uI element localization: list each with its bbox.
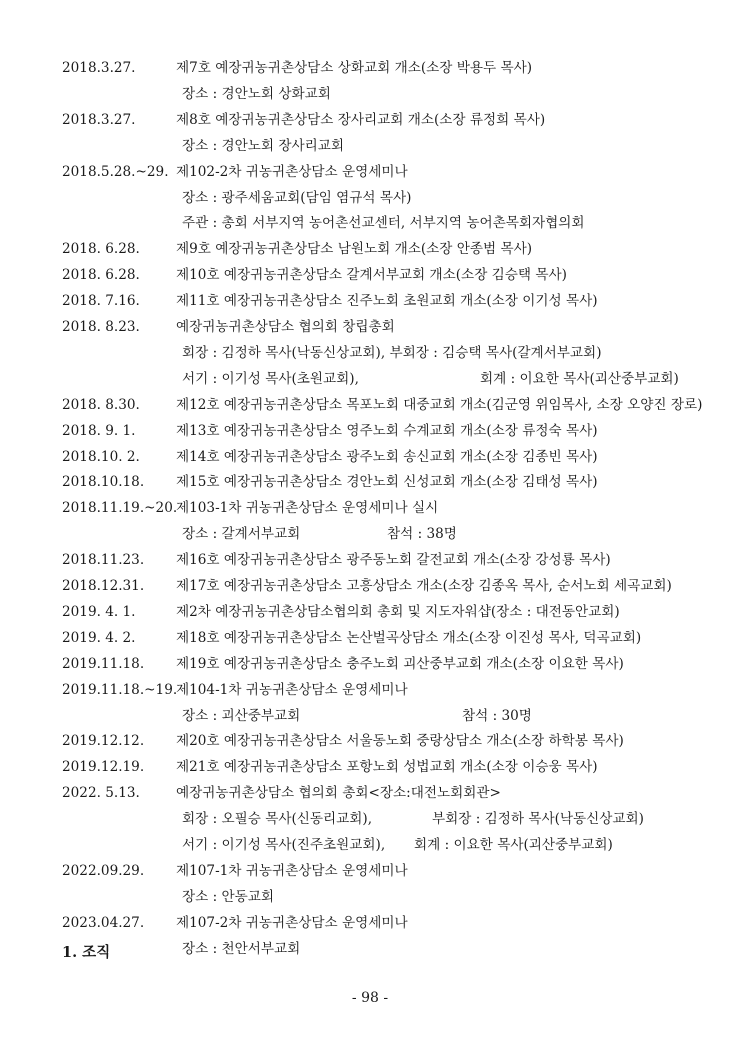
event-date: 2018.10. 2. — [62, 448, 140, 465]
event-entry — [62, 859, 722, 883]
event-date: 2023.04.27. — [62, 914, 145, 931]
section-heading: 1. 조직 — [62, 944, 111, 961]
event-description: 제10호 예장귀농귀촌상담소 갈계서부교회 개소(소장 김승택 목사) — [176, 267, 567, 284]
event-description: 제103-1차 귀농귀촌상담소 운영세미나 실시 — [176, 500, 439, 517]
event-entry — [62, 729, 722, 753]
event-description: 예장귀농귀촌상담소 협의회 총회<장소:대전노회회관> — [176, 785, 501, 802]
event-description: 제104-1차 귀농귀촌상담소 운영세미나 — [176, 681, 408, 698]
event-detail-right: 회계 : 이요한 목사(괴산중부교회) — [414, 837, 613, 853]
event-date: 2018.5.28.~29. — [62, 163, 169, 180]
event-description: 제9호 예장귀농귀촌상담소 남원노회 개소(소장 안종범 목사) — [176, 241, 533, 258]
event-description: 제12호 예장귀농귀촌상담소 목포노회 대중교회 개소(김군영 위임목사, 소장 오양진 장로) — [176, 396, 703, 413]
event-detail — [62, 211, 722, 235]
event-date: 2018. 7.16. — [62, 293, 140, 310]
event-detail-text: 장소 : 경안노회 장사리교회 — [182, 137, 344, 154]
event-entry — [62, 289, 722, 313]
event-detail — [62, 134, 722, 158]
event-entry — [62, 237, 722, 261]
event-detail-text: 서기 : 이기성 목사(초원교회), — [182, 370, 359, 387]
event-date: 2018. 6.28. — [62, 241, 140, 258]
event-detail — [62, 937, 722, 961]
event-entry — [62, 56, 722, 80]
event-description: 제14호 예장귀농귀촌상담소 광주노회 송신교회 개소(소장 김종빈 목사) — [176, 448, 598, 465]
event-entry — [62, 470, 722, 494]
event-entry — [62, 600, 722, 624]
event-entry — [62, 393, 722, 417]
event-description: 제18호 예장귀농귀촌상담소 논산벌곡상담소 개소(소장 이진성 목사, 덕곡교회) — [176, 629, 642, 646]
event-detail — [62, 367, 722, 391]
event-date: 2018.11.19.~20. — [62, 500, 178, 517]
event-date: 2018.11.23. — [62, 552, 145, 569]
event-description: 예장귀농귀촌상담소 협의회 창립총회 — [176, 319, 395, 335]
event-detail — [62, 704, 722, 728]
event-description: 제20호 예장귀농귀촌상담소 서울동노회 중랑상담소 개소(소장 하학봉 목사) — [176, 733, 624, 750]
event-entry — [62, 496, 722, 520]
event-entry — [62, 755, 722, 779]
event-detail-right: 회계 : 이요한 목사(괴산중부교회) — [480, 370, 679, 387]
event-date: 2019. 4. 1. — [62, 603, 136, 620]
event-description: 제15호 예장귀농귀촌상담소 경안노회 신성교회 개소(소장 김태성 목사) — [176, 474, 598, 491]
event-detail-right: 참석 : 38명 — [387, 526, 457, 543]
event-description: 제19호 예장귀농귀촌상담소 충주노회 괴산중부교회 개소(소장 이요한 목사) — [176, 655, 624, 672]
event-description: 제2차 예장귀농귀촌상담소협의회 총회 및 지도자워샵(장소 : 대전동안교회) — [176, 603, 620, 620]
event-date: 2018.3.27. — [62, 111, 136, 128]
event-entry — [62, 108, 722, 132]
event-date: 2019.12.19. — [62, 759, 145, 776]
event-detail — [62, 341, 722, 365]
event-date: 2018. 8.23. — [62, 319, 140, 335]
event-detail — [62, 522, 722, 546]
event-description: 제107-1차 귀농귀촌상담소 운영세미나 — [176, 862, 408, 879]
event-date: 2018. 8.30. — [62, 396, 140, 413]
event-detail-text: 장소 : 안동교회 — [182, 888, 275, 905]
event-date: 2018. 9. 1. — [62, 422, 136, 439]
event-detail-text: 장소 : 갈계서부교회 — [182, 526, 301, 543]
event-description: 제107-2차 귀농귀촌상담소 운영세미나 — [176, 914, 408, 931]
event-detail — [62, 82, 722, 106]
event-detail — [62, 885, 722, 909]
event-detail-text: 장소 : 경안노회 상화교회 — [182, 85, 331, 102]
event-entry — [62, 652, 722, 676]
event-description: 제7호 예장귀농귀촌상담소 상화교회 개소(소장 박용두 목사) — [176, 60, 533, 76]
event-detail-text: 주관 : 총회 서부지역 농어촌선교센터, 서부지역 농어촌목회자협의회 — [182, 215, 585, 232]
event-entry — [62, 160, 722, 184]
event-entry — [62, 678, 722, 702]
event-date: 2022. 5.13. — [62, 785, 140, 802]
event-date: 2018.10.18. — [62, 474, 145, 491]
event-date: 2022.09.29. — [62, 862, 145, 879]
event-detail-text: 장소 : 괴산중부교회 — [182, 707, 301, 724]
event-date: 2018.3.27. — [62, 60, 136, 76]
event-entry — [62, 574, 722, 598]
event-detail — [62, 833, 722, 857]
event-entry — [62, 548, 722, 572]
event-description: 제102-2차 귀농귀촌상담소 운영세미나 — [176, 163, 408, 180]
event-date: 2019. 4. 2. — [62, 629, 136, 646]
event-detail-text: 회장 : 오필승 목사(신동리교회), — [182, 811, 373, 828]
event-description: 제21호 예장귀농귀촌상담소 포항노회 성법교회 개소(소장 이승웅 목사) — [176, 759, 598, 776]
event-entry — [62, 445, 722, 469]
event-entry — [62, 315, 722, 339]
event-detail-text: 장소 : 광주세움교회(담임 염규석 목사) — [182, 189, 412, 206]
event-description: 제17호 예장귀농귀촌상담소 고흥상담소 개소(소장 김종옥 목사, 순서노회 세곡교회) — [176, 578, 672, 594]
event-detail-text: 회장 : 김정하 목사(낙동신상교회), 부회장 : 김승택 목사(갈계서부교회) — [182, 344, 602, 361]
event-detail-right: 부회장 : 김정하 목사(낙동신상교회) — [432, 811, 644, 828]
event-date: 2019.11.18.~19. — [62, 681, 178, 698]
event-entry — [62, 781, 722, 805]
event-description: 제11호 예장귀농귀촌상담소 진주노회 초원교회 개소(소장 이기성 목사) — [176, 293, 598, 310]
event-detail — [62, 807, 722, 831]
event-date: 2018.12.31. — [62, 578, 145, 594]
event-entry — [62, 263, 722, 287]
event-detail-text: 장소 : 천안서부교회 — [182, 940, 301, 957]
event-date: 2019.12.12. — [62, 733, 145, 750]
page-number: - 98 - — [351, 990, 389, 1006]
event-entry — [62, 419, 722, 443]
event-date: 2019.11.18. — [62, 655, 145, 672]
event-entry — [62, 911, 722, 935]
event-detail-text: 서기 : 이기성 목사(진주초원교회), — [182, 837, 386, 853]
event-detail-right: 참석 : 30명 — [462, 707, 532, 724]
event-entry — [62, 626, 722, 650]
event-description: 제13호 예장귀농귀촌상담소 영주노회 수계교회 개소(소장 류정숙 목사) — [176, 422, 598, 439]
event-detail — [62, 186, 722, 210]
event-date: 2018. 6.28. — [62, 267, 140, 284]
event-description: 제16호 예장귀농귀촌상담소 광주동노회 갈전교회 개소(소장 강성룡 목사) — [176, 552, 611, 569]
event-description: 제8호 예장귀농귀촌상담소 장사리교회 개소(소장 류정희 목사) — [176, 111, 546, 128]
